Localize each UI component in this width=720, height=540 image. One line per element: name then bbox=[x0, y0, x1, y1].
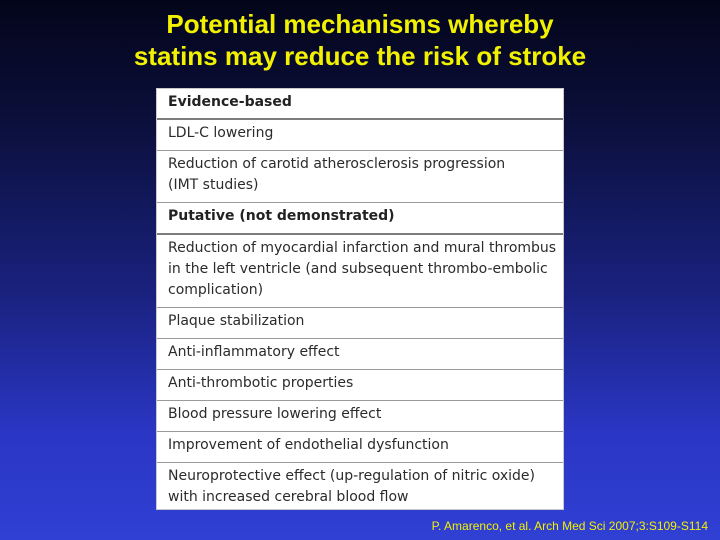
table-row-line: Anti-thrombotic properties bbox=[168, 375, 354, 391]
table-row-line: Neuroprotective effect (up-regulation of nitric oxide) bbox=[168, 468, 536, 484]
table-row-line: with increased cerebral blood flow bbox=[168, 489, 409, 505]
table-section-heading-putative: Putative (not demonstrated) bbox=[168, 208, 395, 224]
table-row bbox=[157, 401, 563, 425]
table-section-heading-evidence-based: Evidence-based bbox=[168, 94, 292, 110]
table-row-line: Anti-inflammatory effect bbox=[168, 344, 340, 360]
table-row bbox=[157, 308, 563, 332]
table-row-line: Blood pressure lowering effect bbox=[168, 406, 382, 422]
table-row-line: (IMT studies) bbox=[168, 177, 259, 193]
table-row-line: in the left ventricle (and subsequent thrombo-embolic bbox=[168, 261, 548, 277]
slide-title bbox=[0, 8, 720, 72]
table-row bbox=[157, 235, 563, 301]
table-row-line: complication) bbox=[168, 282, 264, 298]
table-row bbox=[157, 339, 563, 363]
table-row-line: Reduction of carotid atherosclerosis progression bbox=[168, 156, 506, 172]
table-row bbox=[157, 370, 563, 394]
table-row-line: LDL-C lowering bbox=[168, 125, 274, 141]
table-row bbox=[157, 432, 563, 456]
table-row bbox=[157, 463, 563, 508]
table-row bbox=[157, 151, 563, 196]
slide-title-line-1: Potential mechanisms whereby bbox=[166, 9, 554, 39]
table-row-line: Improvement of endothelial dysfunction bbox=[168, 437, 449, 453]
table-row-line: Plaque stabilization bbox=[168, 313, 305, 329]
table-row-line: Reduction of myocardial infarction and mural thrombus bbox=[168, 240, 557, 256]
table-row bbox=[157, 120, 563, 144]
citation: P. Amarenco, et al. Arch Med Sci 2007;3:S109-S114 bbox=[431, 519, 708, 533]
mechanisms-table bbox=[156, 88, 564, 510]
slide-title-line-2: statins may reduce the risk of stroke bbox=[133, 41, 587, 71]
